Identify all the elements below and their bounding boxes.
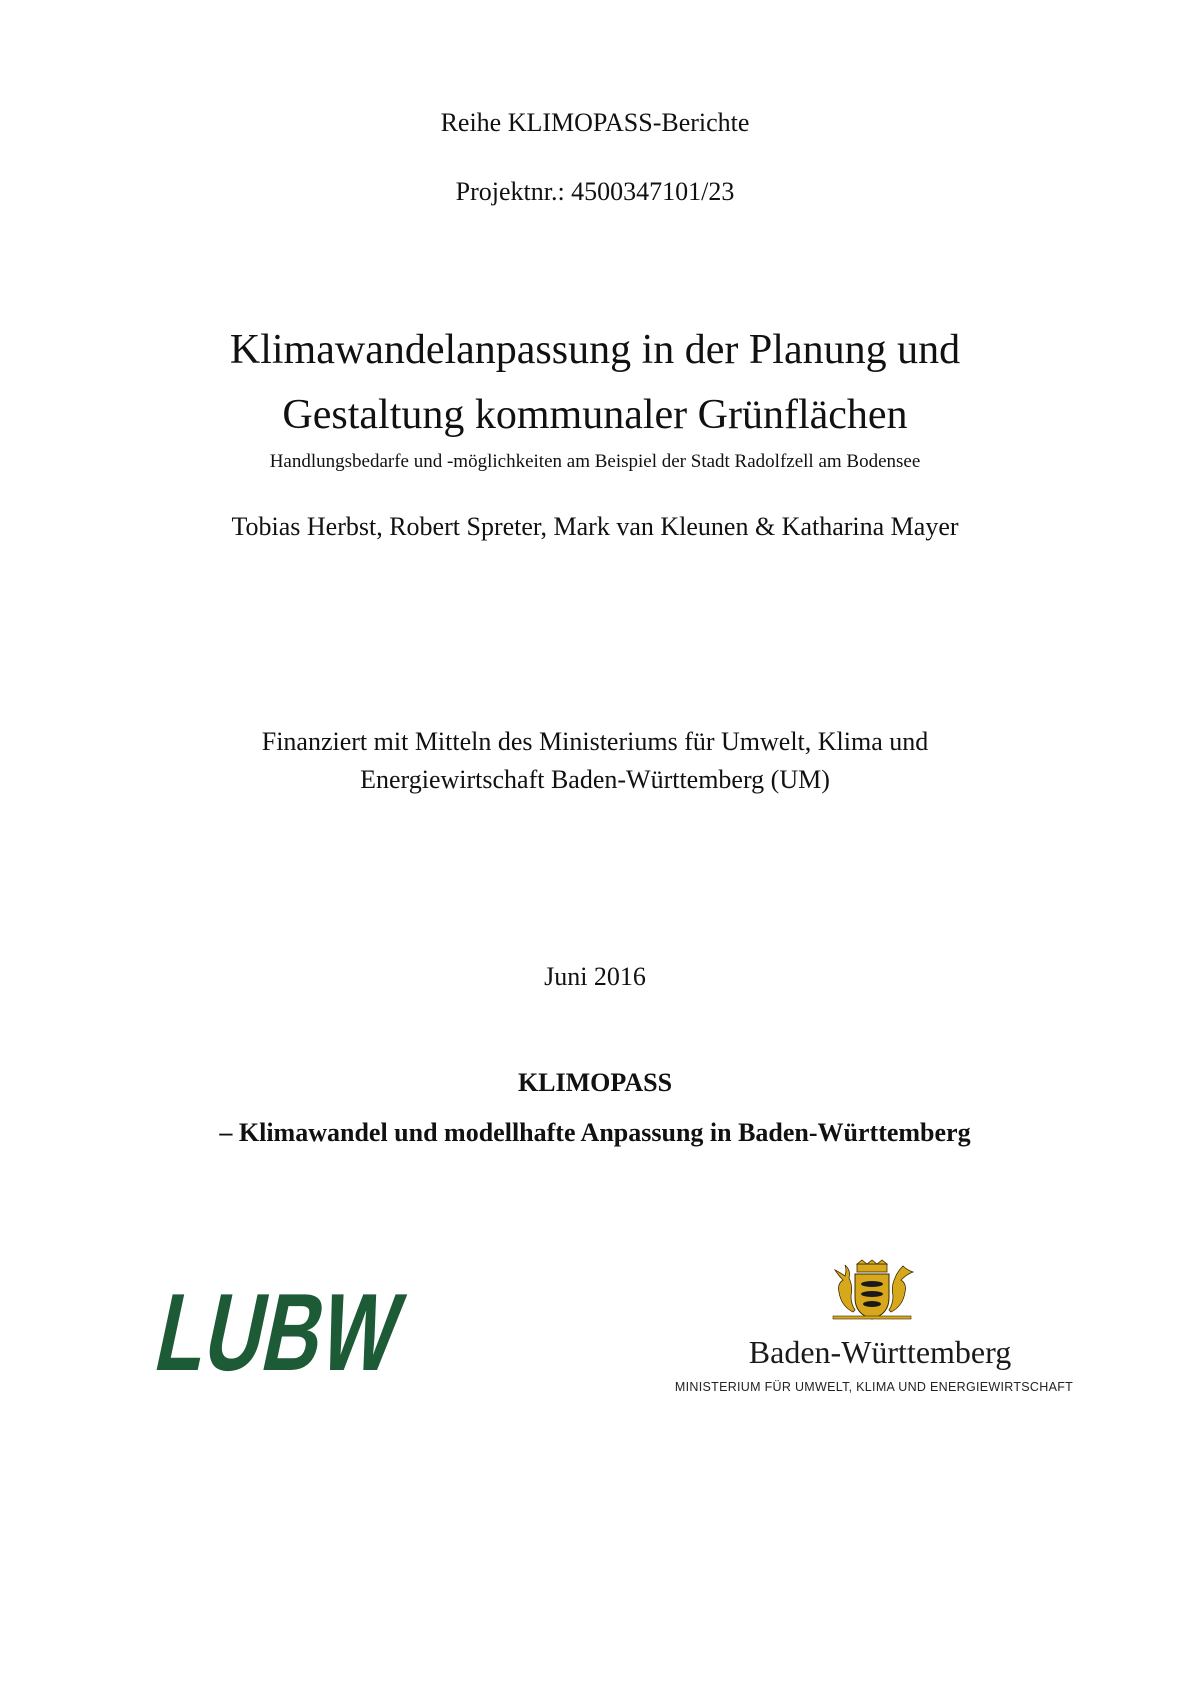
report-title-line-1: Klimawandelanpassung in der Planung und bbox=[229, 327, 961, 373]
svg-text:LUBW: LUBW bbox=[146, 1270, 503, 1394]
publication-date: Juni 2016 bbox=[544, 962, 646, 991]
ministry-name: MINISTERIUM FÜR UMWELT, KLIMA UND ENERGIEWIRTSCHAFT bbox=[674, 1380, 1074, 1394]
funding-line-1: Finanziert mit Mitteln des Ministeriums für Umwelt, Klima und bbox=[261, 727, 929, 756]
state-crest-icon bbox=[817, 1262, 927, 1322]
series-label: Reihe KLIMOPASS-Berichte bbox=[440, 108, 750, 137]
program-name: KLIMOPASS bbox=[517, 1068, 673, 1097]
report-subtitle: Handlungsbedarfe und -möglichkeiten am Beispiel der Stadt Radolfzell am Bodensee bbox=[269, 451, 921, 472]
state-name: Baden-Württemberg bbox=[748, 1334, 1012, 1370]
lubw-logo bbox=[146, 1270, 503, 1394]
report-title-line-2: Gestaltung kommunaler Grünflächen bbox=[282, 392, 908, 438]
program-description: – Klimawandel und modellhafte Anpassung in Baden-Württemberg bbox=[219, 1118, 971, 1147]
project-number: Projektnr.: 4500347101/23 bbox=[455, 177, 735, 206]
authors: Tobias Herbst, Robert Spreter, Mark van Kleunen & Katharina Mayer bbox=[231, 512, 959, 541]
funding-line-2: Energiewirtschaft Baden-Württemberg (UM) bbox=[360, 765, 830, 794]
